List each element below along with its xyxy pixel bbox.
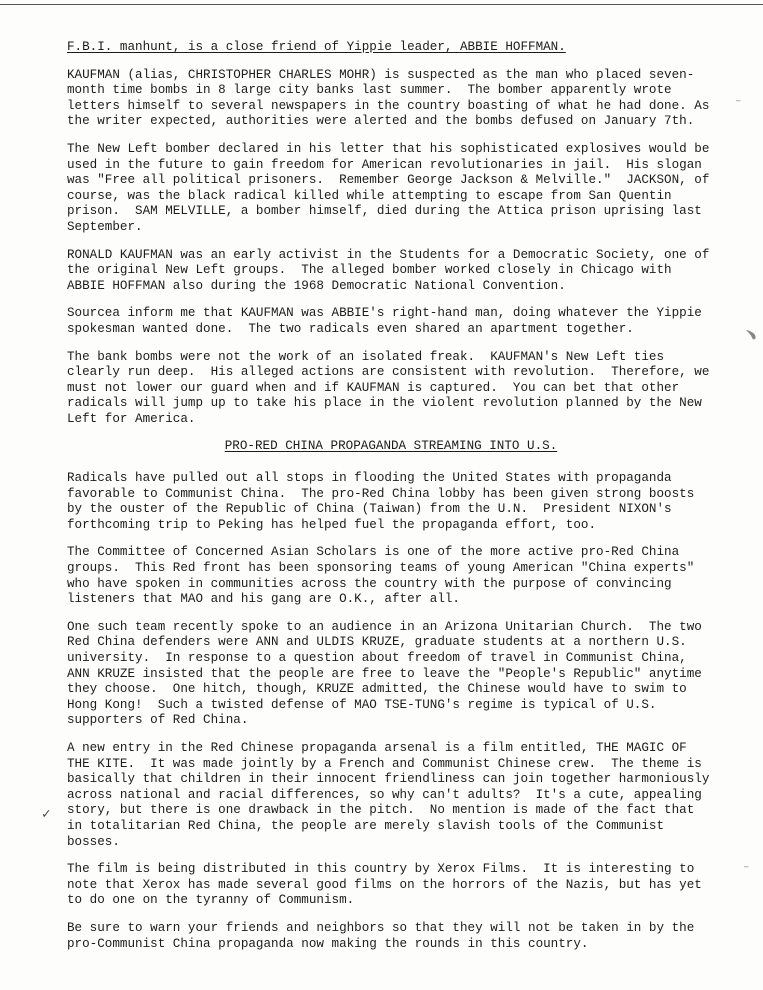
paragraph-arizona-team: One such team recently spoke to an audience in an Arizona Unitarian Church. The two Red China defenders were ANN and ULDIS KRUZE, graduate students at a northern U.S. university. In response to a question about freedom of travel in Communist China, ANN KRUZE insisted that the people are free to leave the "People's Republic" anytime they choose. One hitch, though, KRUZE admitted, the Chinese would have to swim to Hong Kong! Such a twisted defense of MAO TSE-TUNG's regime is typical of U.S. supporters of Red China. <box>67 619 710 728</box>
margin-mark: ⁻ <box>742 863 751 879</box>
paragraph-xerox-films: The film is being distributed in this country by Xerox Films. It is interesting to note that Xerox has made several good films on the horrors of the Nazis, but has yet to do one on the tyranny of Communism. <box>67 862 710 908</box>
paragraph-committee-scholars: The Committee of Concerned Asian Scholars is one of the more active pro-Red China groups. This Red front has been sponsoring teams of young American "China experts" who have spoken in communities across the country with the purpose of convincing listeners that MAO and his gang are O.K., after all. <box>67 545 702 607</box>
margin-mark: ﹅ <box>744 329 758 345</box>
checkmark-margin-mark: ✓ <box>42 807 51 823</box>
paragraph-right-hand-man: Sourcea inform me that KAUFMAN was ABBIE's right-hand man, doing whatever the Yippie spokesman wanted done. The two radicals even shared an apartment together. <box>67 306 710 336</box>
document-body <box>67 40 715 964</box>
page-top-rule <box>0 4 763 5</box>
paragraph-radicals-propaganda: Radicals have pulled out all stops in flooding the United States with propaganda favorable to Communist China. The pro-Red China lobby has been given strong boosts by the ouster of the Republic of China (Taiwan) from the U.N. President NIXON's forthcoming trip to Peking has helped fuel the propaganda effort, too. <box>67 471 702 532</box>
opening-line: F.B.I. manhunt, is a close friend of Yippie leader, ABBIE HOFFMAN. <box>67 40 566 54</box>
section-heading: PRO-RED CHINA PROPAGANDA STREAMING INTO U.S. <box>224 439 558 454</box>
paragraph-bank-bombs: The bank bombs were not the work of an isolated freak. KAUFMAN's New Left ties clearly run deep. His alleged actions are consistent with revolution. Therefore, we must not lower our guard when and if KAUFMAN is captured. You can bet that other radicals will jump up to take his place in the violent revolution planned by the New Left for America. <box>67 349 717 426</box>
paragraph-sds-activist: RONALD KAUFMAN was an early activist in the Students for a Democratic Society, one of the original New Left groups. The alleged bomber worked closely in Chicago with ABBIE HOFFMAN also during the 1968 Democratic National Convention. <box>67 247 717 293</box>
paragraph-kaufman-alias: KAUFMAN (alias, CHRISTOPHER CHARLES MOHR) is suspected as the man who placed seven-month time bombs in 8 large city banks last summer. The bomber apparently wrote letters himself to several newspapers in the country boasting of what he had done. As the writer expected, authorities were alerted and the bombs defused on January 7th. <box>67 67 717 129</box>
paragraph-bomber-letter: The New Left bomber declared in his letter that his sophisticated explosives would be used in the future to gain freedom for American revolutionaries in jail. His slogan was "Free all political prisoners. Remember George Jackson & Melville." JACKSON, of course, was the black radical killed while attempting to escape from San Quentin prison. SAM MELVILLE, a bomber himself, died during the Attica prison uprising last September. <box>67 141 717 234</box>
margin-mark: ⁻ <box>734 97 743 113</box>
paragraph-magic-of-the-kite: A new entry in the Red Chinese propaganda arsenal is a film entitled, THE MAGIC OF THE KITE. It was made jointly by a French and Communist Chinese crew. The theme is basically that children in their innocent friendliness can join together harmoniously across national and racial differences, so why can't adults? It's a cute, appealing story, but there is one drawback in the pitch. No mention is made of the fact that in totalitarian Red China, the people are merely slavish tools of the Communist bosses. <box>67 740 717 849</box>
paragraph-closing-warning: Be sure to warn your friends and neighbors so that they will not be taken in by the pro-Communist China propaganda now making the rounds in this country. <box>67 920 702 951</box>
